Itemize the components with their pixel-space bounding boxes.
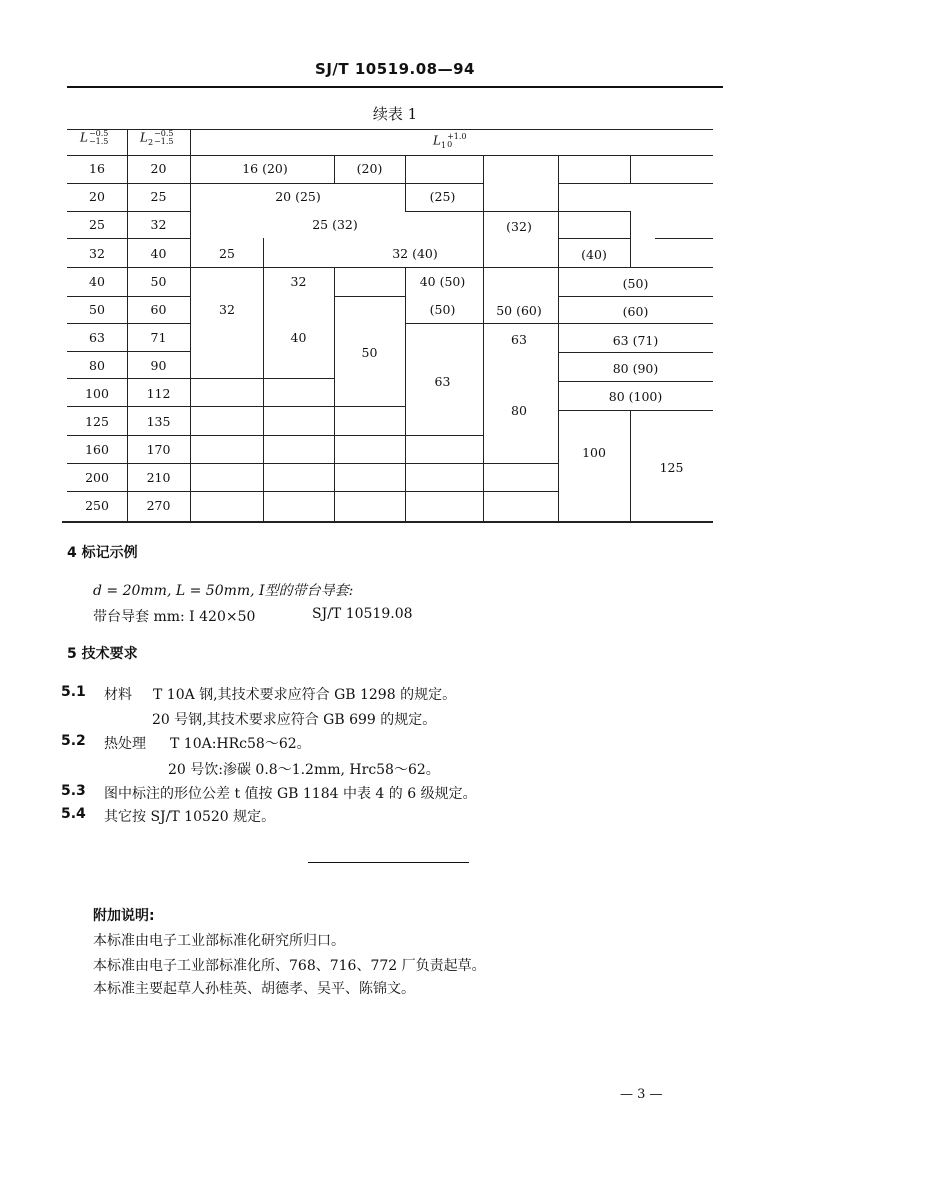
l1-cell: 100 xyxy=(582,445,606,460)
l1-cell: 40 (50) xyxy=(419,274,466,289)
item-text: T 10A:HRc58～62。 xyxy=(170,736,311,752)
table-gridline xyxy=(558,238,630,239)
l1-cell: 16 (20) xyxy=(242,161,288,176)
notes-line: 本标准主要起草人孙桂英、胡德孝、吴平、陈锦文。 xyxy=(93,981,415,997)
cell-L2: 71 xyxy=(150,330,167,345)
table-gridline xyxy=(655,238,713,239)
cell-L2: 112 xyxy=(146,386,171,401)
header-rule xyxy=(67,86,723,88)
table-gridline xyxy=(67,378,190,379)
item-label: 材料 xyxy=(104,687,132,703)
l1-cell: 40 xyxy=(290,330,307,345)
l1-cell: (20) xyxy=(356,161,383,176)
table-gridline xyxy=(263,378,334,379)
notes-heading: 附加说明: xyxy=(93,908,155,924)
header-L: L−0.5 −1.5 xyxy=(80,129,109,146)
table-gridline xyxy=(67,435,190,436)
table-gridline xyxy=(190,129,191,521)
cell-L: 20 xyxy=(89,189,105,204)
cell-L2: 170 xyxy=(146,442,171,457)
l1-cell: 50 xyxy=(361,345,378,360)
cell-L: 125 xyxy=(85,414,109,429)
header-L1: $L_1+1.0$ 0 xyxy=(433,132,467,150)
table-gridline xyxy=(558,381,713,382)
l1-cell: 80 xyxy=(511,403,527,418)
l1-cell: 125 xyxy=(659,460,684,475)
item-text: 图中标注的形位公差 t 值按 GB 1184 中表 4 的 6 级规定。 xyxy=(104,786,477,802)
table-gridline xyxy=(334,406,405,407)
cell-L2: 135 xyxy=(146,414,171,429)
table-gridline xyxy=(630,211,631,238)
notes-line: 本标准由电子工业部标准化研究所归口。 xyxy=(93,933,345,949)
table-gridline xyxy=(334,267,335,521)
table-gridline xyxy=(67,491,190,492)
l1-cell: 20 (25) xyxy=(275,189,321,204)
item-number: 5.1 xyxy=(61,684,86,700)
cell-L: 50 xyxy=(89,302,105,317)
section4-line2a: 带台导套 mm: Ⅰ 420×50 xyxy=(93,609,256,625)
table-gridline xyxy=(405,211,630,212)
l1-cell: 32 xyxy=(290,274,307,289)
document-number: SJ/T 10519.08—94 xyxy=(315,60,475,78)
table-gridline xyxy=(190,435,483,436)
l1-cell: (40) xyxy=(581,247,607,262)
table-gridline xyxy=(67,323,190,324)
cell-L: 200 xyxy=(85,470,109,485)
item-text: 其它按 SJ/T 10520 规定。 xyxy=(104,809,276,825)
l1-cell: 32 xyxy=(219,302,235,317)
l1-cell: 80 (90) xyxy=(612,361,659,376)
cell-L2: 40 xyxy=(150,246,167,261)
cell-L2: 25 xyxy=(150,189,167,204)
cell-L: 100 xyxy=(85,386,109,401)
l1-cell: 63 (71) xyxy=(612,333,659,348)
l1-cell: (50) xyxy=(622,276,649,291)
table-gridline xyxy=(263,406,334,407)
l1-cell: (50) xyxy=(429,302,456,317)
table-gridline xyxy=(67,183,483,184)
section4-line2b: SJ/T 10519.08 xyxy=(312,606,413,622)
l1-cell: (25) xyxy=(429,189,456,204)
l1-cell: 63 xyxy=(434,374,451,389)
header-L2: $L_2-0.5$ −1.5 xyxy=(140,129,174,147)
page-number: — 3 — xyxy=(620,1087,663,1102)
section5-heading: 5 技术要求 xyxy=(67,646,138,662)
table-gridline xyxy=(67,296,190,297)
table-gridline xyxy=(127,129,128,521)
table-gridline xyxy=(334,296,405,297)
cell-L: 16 xyxy=(89,161,105,176)
item-text: 20 号饮:渗碳 0.8～1.2mm, Hrc58～62。 xyxy=(168,762,440,778)
cell-L2: 90 xyxy=(150,358,167,373)
l1-cell: 63 xyxy=(511,332,527,347)
l1-cell: 32 (40) xyxy=(392,246,438,261)
table-gridline xyxy=(67,406,190,407)
table-gridline xyxy=(483,463,558,464)
cell-L: 32 xyxy=(89,246,105,261)
l1-cell: 25 xyxy=(219,246,235,261)
cell-L: 63 xyxy=(89,330,105,345)
section4-line1: d = 20mm, L = 50mm, Ⅰ型的带台导套: xyxy=(93,583,354,599)
table-gridline xyxy=(190,378,263,379)
item-number: 5.4 xyxy=(61,806,86,822)
cell-L2: 50 xyxy=(150,274,167,289)
cell-L2: 270 xyxy=(146,498,171,513)
table-gridline xyxy=(190,406,263,407)
item-text: T 10A 钢,其技术要求应符合 GB 1298 的规定。 xyxy=(153,687,457,703)
l1-cell: 50 (60) xyxy=(496,303,542,318)
cell-L2: 210 xyxy=(146,470,171,485)
item-number: 5.2 xyxy=(61,733,86,749)
item-number: 5.3 xyxy=(61,783,86,799)
cell-L: 80 xyxy=(89,358,105,373)
end-separator xyxy=(308,862,469,863)
table-gridline xyxy=(630,238,631,267)
table-gridline xyxy=(190,491,558,492)
cell-L: 40 xyxy=(89,274,105,289)
table-gridline xyxy=(558,410,713,411)
table-gridline xyxy=(558,296,713,297)
l1-cell: 25 (32) xyxy=(312,217,358,232)
table-gridline xyxy=(62,521,713,523)
item-label: 热处理 xyxy=(104,736,146,752)
table-gridline xyxy=(67,463,190,464)
cell-L2: 32 xyxy=(150,217,167,232)
section4-heading: 4 标记示例 xyxy=(67,545,138,561)
table-gridline xyxy=(67,155,713,156)
table-gridline xyxy=(67,351,190,352)
notes-line: 本标准由电子工业部标准化所、768、716、772 厂负责起草。 xyxy=(93,958,486,974)
item-text: 20 号钢,其技术要求应符合 GB 699 的规定。 xyxy=(152,712,437,728)
cell-L: 160 xyxy=(85,442,109,457)
table-gridline xyxy=(630,155,631,183)
l1-cell: (60) xyxy=(622,304,649,319)
table-gridline xyxy=(67,211,190,212)
table-gridline xyxy=(67,238,190,239)
cell-L: 25 xyxy=(89,217,105,232)
table-gridline xyxy=(405,323,713,324)
table-gridline xyxy=(190,463,483,464)
table-gridline xyxy=(558,183,713,184)
l1-cell: (32) xyxy=(506,219,532,234)
table-gridline xyxy=(67,267,713,268)
l1-cell: 80 (100) xyxy=(608,389,663,404)
cell-L2: 60 xyxy=(150,302,167,317)
table-caption: 续表 1 xyxy=(372,105,418,123)
cell-L2: 20 xyxy=(150,161,167,176)
table-gridline xyxy=(558,352,713,353)
cell-L: 250 xyxy=(85,498,109,513)
